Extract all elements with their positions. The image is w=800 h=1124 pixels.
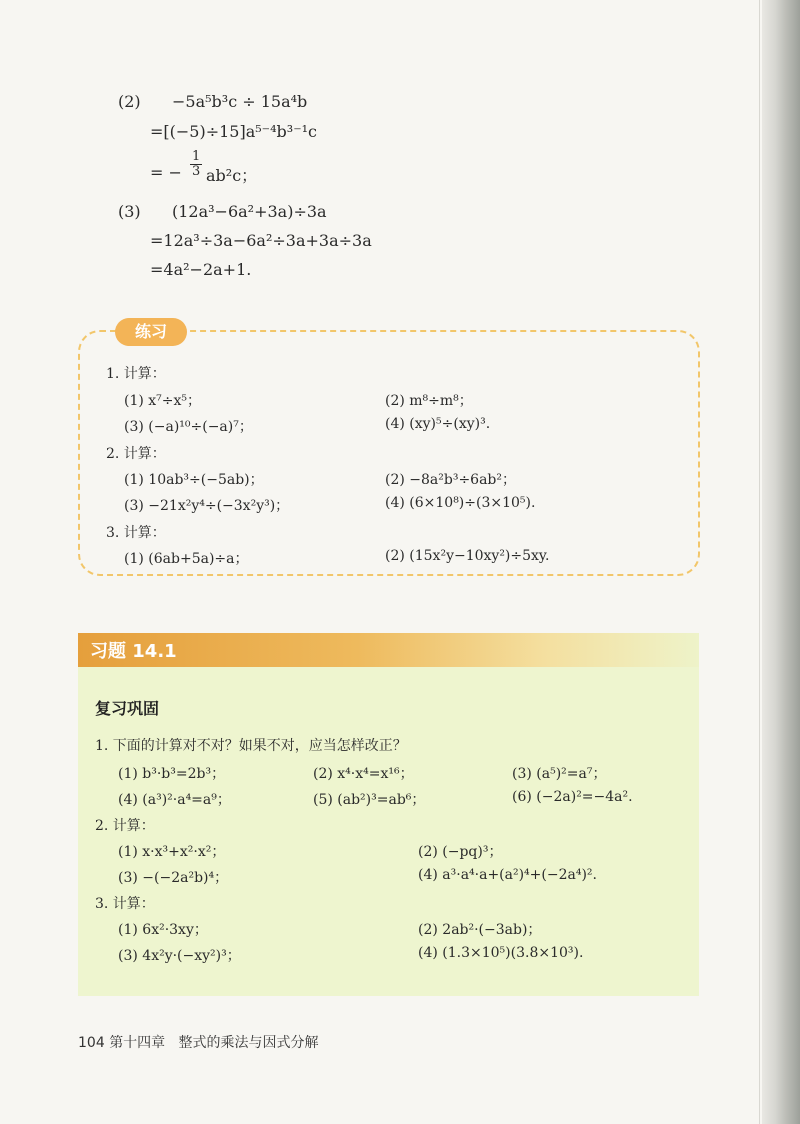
problems-q2-d: (4) a³·a⁴·a+(a²)⁴+(−2a⁴)². — [418, 867, 597, 883]
practice-label: 练习 — [115, 318, 187, 346]
problems-q3-b: (2) 2ab²·(−3ab)； — [418, 922, 542, 938]
practice-q1-b: (2) m⁸÷m⁸； — [385, 393, 473, 409]
problems-panel — [78, 633, 699, 996]
problems-q3-title: 3. 计算： — [95, 896, 155, 912]
chapter-number: 第十四章 — [109, 1035, 166, 1051]
practice-q1-title: 1. 计算： — [106, 366, 166, 382]
example-2-line-1: −5a⁵b³c ÷ 15a⁴b — [172, 92, 308, 111]
problems-q1-item-2: (2) x⁴·x⁴=x¹⁶； — [313, 766, 414, 782]
problems-q1-item-5: (5) (ab²)³=ab⁶； — [313, 792, 426, 808]
chapter-title: 整式的乘法与因式分解 — [178, 1035, 319, 1051]
practice-q3-b: (2) (15x²y−10xy²)÷5xy. — [385, 548, 550, 564]
example-2-line-3-prefix: = − — [150, 163, 182, 182]
example-2-line-2: =[(−5)÷15]a⁵⁻⁴b³⁻¹c — [150, 122, 318, 141]
problems-title: 习题 14.1 — [90, 641, 177, 662]
problems-q1-title: 1. 下面的计算对不对？如果不对，应当怎样改正？ — [95, 738, 407, 754]
problems-q3-d: (4) (1.3×10⁵)(3.8×10³). — [418, 945, 584, 961]
example-3-label: (3) — [118, 202, 141, 221]
problems-q1-item-1: (1) b³·b³=2b³； — [118, 766, 226, 782]
problems-q1-item-4: (4) (a³)²·a⁴=a⁹； — [118, 792, 231, 808]
fraction-numerator: 1 — [192, 149, 201, 164]
problems-q3-a: (1) 6x²·3xy； — [118, 922, 208, 938]
page-binding-edge — [762, 0, 800, 1124]
problems-q1-item-6: (6) (−2a)²=−4a². — [512, 789, 633, 805]
practice-q2-c: (3) −21x²y⁴÷(−3x²y³)； — [124, 498, 290, 514]
example-3-line-3: =4a²−2a+1. — [150, 260, 252, 279]
example-3-line-2: =12a³÷3a−6a²÷3a+3a÷3a — [150, 231, 372, 250]
problems-q2-title: 2. 计算： — [95, 818, 155, 834]
practice-q3-a: (1) (6ab+5a)÷a； — [124, 551, 249, 567]
practice-q1-d: (4) (xy)⁵÷(xy)³. — [385, 416, 491, 432]
fraction-denominator: 3 — [192, 164, 201, 179]
practice-q2-a: (1) 10ab³÷(−5ab)； — [124, 472, 264, 488]
practice-q3-title: 3. 计算： — [106, 525, 166, 541]
practice-q1-c: (3) (−a)¹⁰÷(−a)⁷； — [124, 419, 253, 435]
practice-box — [78, 330, 700, 576]
section-heading: 复习巩固 — [95, 699, 160, 718]
example-3-line-1: (12a³−6a²+3a)÷3a — [172, 202, 327, 221]
page-footer — [78, 1032, 319, 1052]
example-2-fraction — [190, 150, 202, 179]
practice-q1-a: (1) x⁷÷x⁵； — [124, 393, 202, 409]
example-2-label: (2) — [118, 92, 141, 111]
page-edge-line — [759, 0, 760, 1124]
example-2-line-3-suffix: ab²c； — [206, 166, 258, 185]
practice-q2-d: (4) (6×10⁸)÷(3×10⁵). — [385, 495, 536, 511]
problems-q2-b: (2) (−pq)³； — [418, 844, 503, 860]
practice-q2-b: (2) −8a²b³÷6ab²； — [385, 472, 517, 488]
page-number: 104 — [78, 1035, 105, 1051]
problems-q2-c: (3) −(−2a²b)⁴； — [118, 870, 229, 886]
problems-q2-a: (1) x·x³+x²·x²； — [118, 844, 226, 860]
practice-q2-title: 2. 计算： — [106, 446, 166, 462]
problems-q1-item-3: (3) (a⁵)²=a⁷； — [512, 766, 607, 782]
problems-q3-c: (3) 4x²y·(−xy²)³； — [118, 948, 241, 964]
